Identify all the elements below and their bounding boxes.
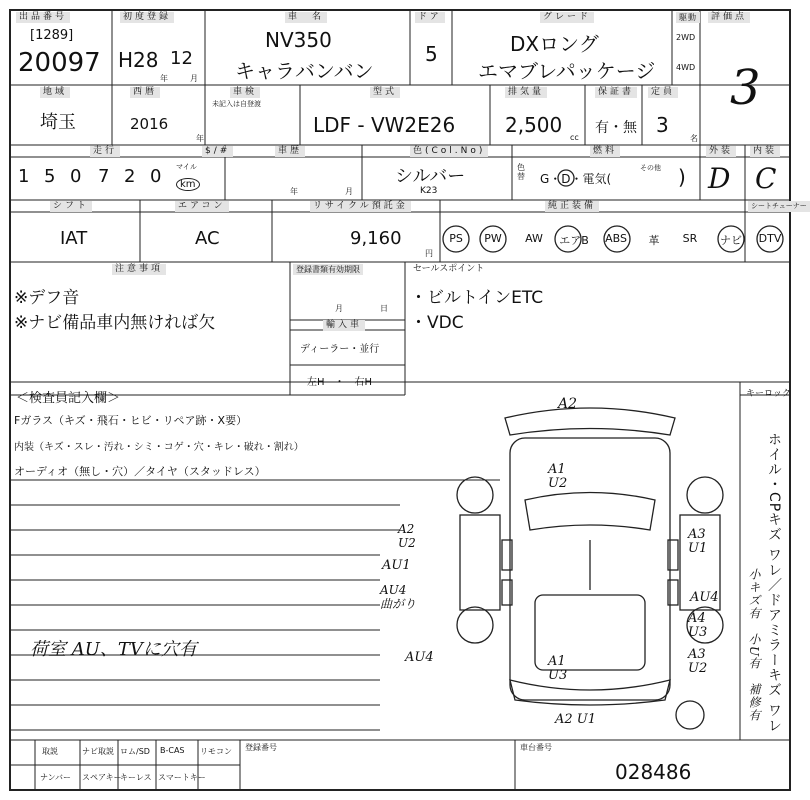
grade-line1: DXロング [510, 32, 599, 56]
doors-value: 5 [425, 42, 438, 66]
model-type-header: 型式 [370, 87, 400, 98]
bottom-item: B-CAS [160, 746, 185, 755]
inspector-line: 内装（キズ・スレ・汚れ・シミ・コゲ・穴・キレ・破れ・割れ） [14, 442, 304, 453]
score-header: 評価点 [708, 12, 750, 23]
displacement-unit: cc [570, 133, 579, 142]
interior-header: 内装 [750, 146, 780, 157]
import-dealer: ディーラー・並行 [300, 344, 380, 355]
bottom-item: キーレス [120, 773, 152, 782]
exterior-header: 外装 [706, 146, 736, 157]
warranty-header: 保証書 [595, 87, 637, 98]
aircon-header: エアコン [175, 201, 229, 212]
region-header: 地域 [40, 87, 70, 98]
recycle-unit: 円 [425, 249, 433, 258]
capacity-unit: 名 [690, 134, 698, 143]
mileage-digit: 0 [150, 166, 162, 187]
score-value: 3 [730, 60, 761, 116]
equipment-dtv: DTV [758, 232, 782, 245]
shift-s-header: $/# [202, 146, 233, 157]
model-year-unit: 年 [196, 134, 204, 143]
inspection-header: 車検 [230, 87, 260, 98]
color-change: 色替 [517, 163, 525, 181]
car-name-line1: NV350 [265, 28, 332, 52]
drive-2wd: 2WD [676, 33, 696, 42]
model-type-value: LDF - VW2E26 [313, 113, 456, 137]
note-item: ※ナビ備品車内無ければ欠 [14, 313, 216, 333]
history-month: 月 [345, 187, 353, 196]
doors-header: ドア [415, 12, 445, 23]
mileage-digit: 2 [124, 166, 136, 187]
recycle-header: リサイクル預託金 [310, 201, 411, 212]
equipment-abs: ABS [605, 232, 627, 245]
lot-number: 20097 [18, 48, 101, 78]
inspector-line: Fガラス（キズ・飛石・ヒビ・リペア跡・X要） [14, 414, 248, 427]
car-name-line2: キャラバンバン [235, 59, 374, 83]
lot-sub: [1289] [30, 28, 74, 43]
diagram-label-top: A2 [558, 396, 578, 412]
diagram-label-left-front: A2 U2 [398, 522, 416, 550]
diagram-label-right-rear: A4 U3 [688, 611, 708, 640]
grade-header: グレード [540, 12, 594, 23]
equipment-sr: SR [682, 232, 698, 245]
equipment-circles [440, 222, 790, 258]
inspector-header: ＜検査員記入欄＞ [16, 391, 121, 406]
mileage-digit: 0 [70, 166, 82, 187]
selling-points-header: セールスポイント [413, 264, 485, 274]
equipment-airbag: エアB [559, 234, 589, 247]
reg-month: 月 [335, 304, 343, 313]
first-reg-month: 12 [170, 48, 193, 69]
chassis-no-value: 028486 [615, 760, 692, 784]
year-unit: 年 [160, 74, 168, 83]
import-header: 輸入車 [323, 320, 365, 331]
displacement-value: 2,500 [505, 113, 563, 137]
model-year-header: 西暦 [130, 87, 160, 98]
lot-no-header: 出品番号 [16, 12, 70, 23]
fuel-label: G・D・電気( [540, 172, 612, 186]
diagram-label-roof: A1 U2 [548, 462, 568, 491]
diagram-label-bottom: A2 U1 [555, 712, 597, 727]
vertical-note: ホイル・CPキズ ワレ／ドアミラーキズ ワレ [766, 432, 782, 734]
bottom-item: ロム/SD [120, 747, 150, 756]
mileage-unit-mile: マイル [176, 163, 197, 171]
reg-day: 日 [380, 304, 388, 313]
equipment-navi: ナビ [720, 234, 742, 247]
inspector-line: オーディオ（無し・穴）／タイヤ（スタッドレス） [14, 465, 266, 478]
history-year: 年 [290, 187, 298, 196]
drive-header: 駆動 [676, 12, 700, 23]
bottom-item: リモコン [200, 747, 232, 756]
bottom-item: ナビ取説 [82, 747, 114, 756]
equipment-ps: PS [449, 232, 463, 245]
color-name: シルバー [395, 166, 466, 187]
warranty-value: 有・無 [595, 120, 637, 136]
shift-header: シフト [50, 201, 92, 212]
diagram-label-rear-center: A1 U3 [548, 654, 568, 683]
selling-point: ・ビルトインETC [410, 288, 544, 308]
drive-4wd: 4WD [676, 63, 696, 72]
notes-header: 注意事項 [112, 264, 166, 275]
vertical-note2: 小キズ有 小U有 補修有 [747, 568, 761, 723]
bottom-item: スマートキー [158, 773, 206, 782]
car-name-header: 車 名 [285, 12, 327, 23]
car-diagram [440, 400, 740, 735]
shift-value: IAT [60, 228, 88, 249]
reg-deadline-header: 登録書類有効期限 [293, 264, 363, 275]
mileage-digit: 1 [18, 166, 30, 187]
exterior-grade: D [708, 162, 731, 195]
diagram-label-left-low: AU4 [405, 650, 434, 665]
selling-point: ・VDC [410, 313, 464, 333]
fuel-close: ) [678, 165, 686, 189]
history-header: 車歴 [275, 146, 305, 157]
first-reg-header: 初度登録 [120, 12, 174, 23]
equipment-leather: 革 [648, 234, 660, 247]
aircon-value: AC [195, 228, 220, 249]
recycle-value: 9,160 [350, 228, 402, 249]
bottom-item: ナンバー [40, 773, 72, 782]
diagram-label-left-mid: AU1 [382, 558, 411, 573]
import-handle: 左H ・ 右H [307, 377, 373, 388]
mileage-header: 走行 [90, 146, 120, 157]
displacement-header: 排気量 [505, 87, 547, 98]
first-reg-era: H28 [118, 48, 159, 72]
model-year-value: 2016 [130, 115, 169, 133]
equipment-pw: PW [484, 232, 502, 245]
reg-no-header: 登録番号 [245, 743, 277, 752]
capacity-header: 定員 [648, 87, 678, 98]
diagram-label-right-front: A3 U1 [688, 527, 708, 556]
grade-line2: エマブレパッケージ [478, 59, 656, 83]
note-item: ※デフ音 [14, 288, 80, 308]
chassis-no-header: 車台番号 [520, 743, 552, 752]
color-code: K23 [420, 186, 438, 196]
inspection-note: 未記入は自登渡 [212, 100, 261, 108]
mileage-digit: 5 [44, 166, 56, 187]
mileage-unit-km: km [176, 178, 200, 191]
mileage-digit: 7 [98, 166, 110, 187]
bottom-item: 取説 [42, 747, 58, 756]
equipment-aw: AW [525, 232, 543, 245]
equipment-header: 純正装備 [545, 201, 599, 212]
key-lock-header: キーロック [746, 389, 791, 399]
fuel-d-circle [556, 168, 576, 188]
color-header: 色(Col.No) [410, 146, 488, 157]
bottom-item: スペアキー [82, 773, 122, 782]
interior-grade: C [755, 162, 777, 195]
capacity-value: 3 [656, 113, 669, 137]
handwritten-note: 荷室 AU、TVに穴有 [30, 639, 197, 660]
diagram-label-left-rear: AU4 曲がり [380, 583, 417, 611]
fuel-header: 燃料 [590, 146, 620, 157]
month-unit: 月 [190, 74, 198, 83]
fuel-other: その他 [640, 164, 661, 172]
region-value: 埼玉 [40, 112, 76, 133]
diagram-label-right-mid: AU4 [690, 590, 719, 605]
seaboard-header: シートチューナー [748, 201, 810, 212]
diagram-label-right-low: A3 U2 [688, 647, 708, 676]
